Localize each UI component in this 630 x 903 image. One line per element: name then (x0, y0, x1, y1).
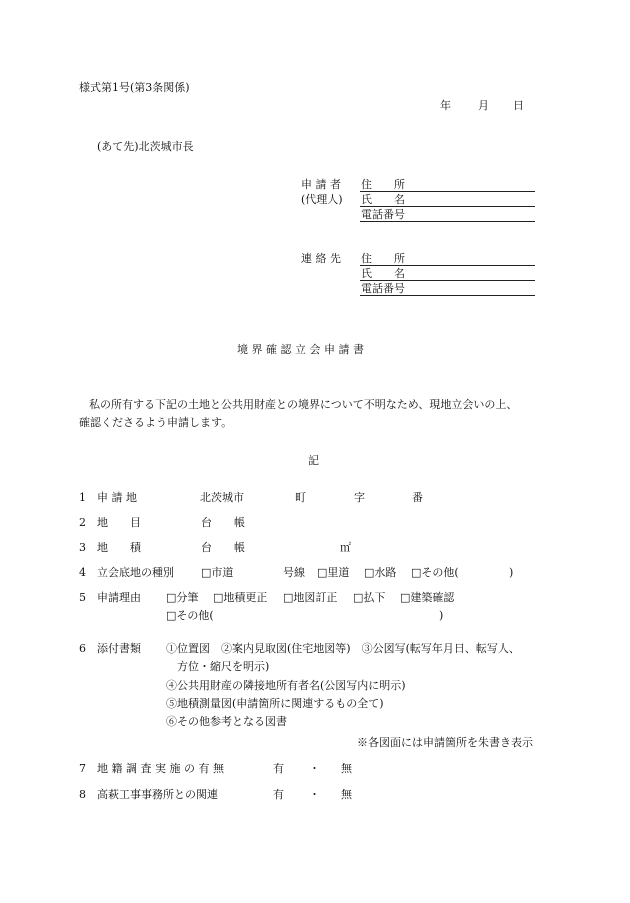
contact-name-line (360, 280, 535, 281)
item-2-number: 2 (79, 516, 86, 529)
item-7-separator: ・ (309, 762, 320, 775)
contact-phone-line (360, 295, 535, 296)
intro-line-1: 私の所有する下記の土地と公共用財産との境界について不明なため、現地立会いの上、 (89, 398, 518, 411)
item-7-number: 7 (79, 762, 86, 775)
item-8-label: 高萩工事事務所との関連 (97, 788, 218, 801)
date-year: 年 (440, 99, 451, 112)
contact-address-line (360, 265, 535, 266)
item-5-other-close: ) (439, 609, 444, 622)
item-3-unit: ㎡ (340, 541, 351, 554)
applicant-name-label: 氏 名 (361, 193, 405, 206)
item-6-label: 添付書類 (97, 642, 141, 655)
applicant-label: 申 請 者 (301, 178, 341, 191)
applicant-proxy: (代理人) (301, 193, 343, 206)
item-4-option-waterway[interactable]: □水路 (364, 566, 397, 579)
date-month: 月 (478, 99, 489, 112)
item-5-option-map-correction[interactable]: □地図訂正 (283, 591, 338, 604)
item-2-label: 地 目 (97, 516, 141, 529)
contact-label: 連 絡 先 (301, 252, 341, 265)
item-6-note: ※各図面には申請箇所を朱書き表示 (357, 736, 533, 749)
item-6-line-5: ⑥その他参考となる図書 (166, 715, 287, 728)
ki-heading: 記 (308, 454, 319, 467)
contact-address-label: 住 所 (361, 252, 405, 265)
item-8-no[interactable]: 無 (341, 788, 352, 801)
contact-phone-label: 電話番号 (361, 282, 405, 295)
applicant-name-line (360, 206, 535, 207)
item-4-option-city-road[interactable]: □市道 (201, 566, 234, 579)
intro-line-2: 確認くださるよう申請します。 (79, 416, 233, 429)
item-6-line-2: 方位・縮尺を明示) (177, 660, 270, 673)
item-5-option-subdivision[interactable]: □分筆 (166, 591, 199, 604)
item-1-city: 北茨城市 (200, 491, 244, 504)
item-6-number: 6 (79, 642, 86, 655)
item-1-aza: 字 (354, 491, 365, 504)
applicant-address-label: 住 所 (361, 178, 405, 191)
document-title: 境 界 確 認 立 会 申 請 書 (237, 343, 364, 356)
item-7-yes[interactable]: 有 (273, 762, 284, 775)
item-3-value: 台 帳 (201, 541, 245, 554)
item-8-separator: ・ (309, 788, 320, 801)
item-6-line-4: ⑤地積測量図(申請箇所に関連するもの全て) (166, 697, 384, 710)
item-6-line-3: ④公共用財産の隣接地所有者名(公図写内に明示) (166, 679, 406, 692)
item-4-option-other[interactable]: □その他( (411, 566, 459, 579)
addressee: (あて先)北茨城市長 (97, 140, 194, 153)
item-8-yes[interactable]: 有 (273, 788, 284, 801)
item-3-label: 地 積 (97, 541, 141, 554)
item-5-option-disposal[interactable]: □払下 (353, 591, 386, 604)
applicant-address-line (360, 191, 535, 192)
item-1-town: 町 (295, 491, 306, 504)
item-6-line-1: ①位置図 ②案内見取図(住宅地図等) ③公図写(転写年月日、転写人、 (166, 642, 520, 655)
item-1-label: 申 請 地 (97, 491, 137, 504)
item-7-label: 地 籍 調 査 実 施 の 有 無 (97, 762, 224, 775)
item-4-other-close: ) (509, 566, 514, 579)
item-4-number: 4 (79, 566, 86, 579)
contact-name-label: 氏 名 (361, 267, 405, 280)
item-3-number: 3 (79, 541, 86, 554)
item-1-ban: 番 (412, 491, 423, 504)
item-5-option-area-correction[interactable]: □地積更正 (213, 591, 268, 604)
item-5-label: 申請理由 (97, 591, 141, 604)
item-5-option-other[interactable]: □その他( (166, 609, 214, 622)
item-4-route-number: 号線 (283, 566, 305, 579)
item-4-option-village-road[interactable]: □里道 (317, 566, 350, 579)
item-4-label: 立会底地の種別 (97, 566, 174, 579)
item-1-number: 1 (79, 491, 86, 504)
applicant-phone-label: 電話番号 (361, 208, 405, 221)
item-7-no[interactable]: 無 (341, 762, 352, 775)
form-number: 様式第1号(第3条関係) (79, 81, 190, 94)
item-5-number: 5 (79, 591, 86, 604)
date-day: 日 (513, 99, 524, 112)
item-2-value: 台 帳 (201, 516, 245, 529)
item-8-number: 8 (79, 788, 86, 801)
item-5-option-building-confirmation[interactable]: □建築確認 (400, 591, 455, 604)
applicant-phone-line (360, 221, 535, 222)
